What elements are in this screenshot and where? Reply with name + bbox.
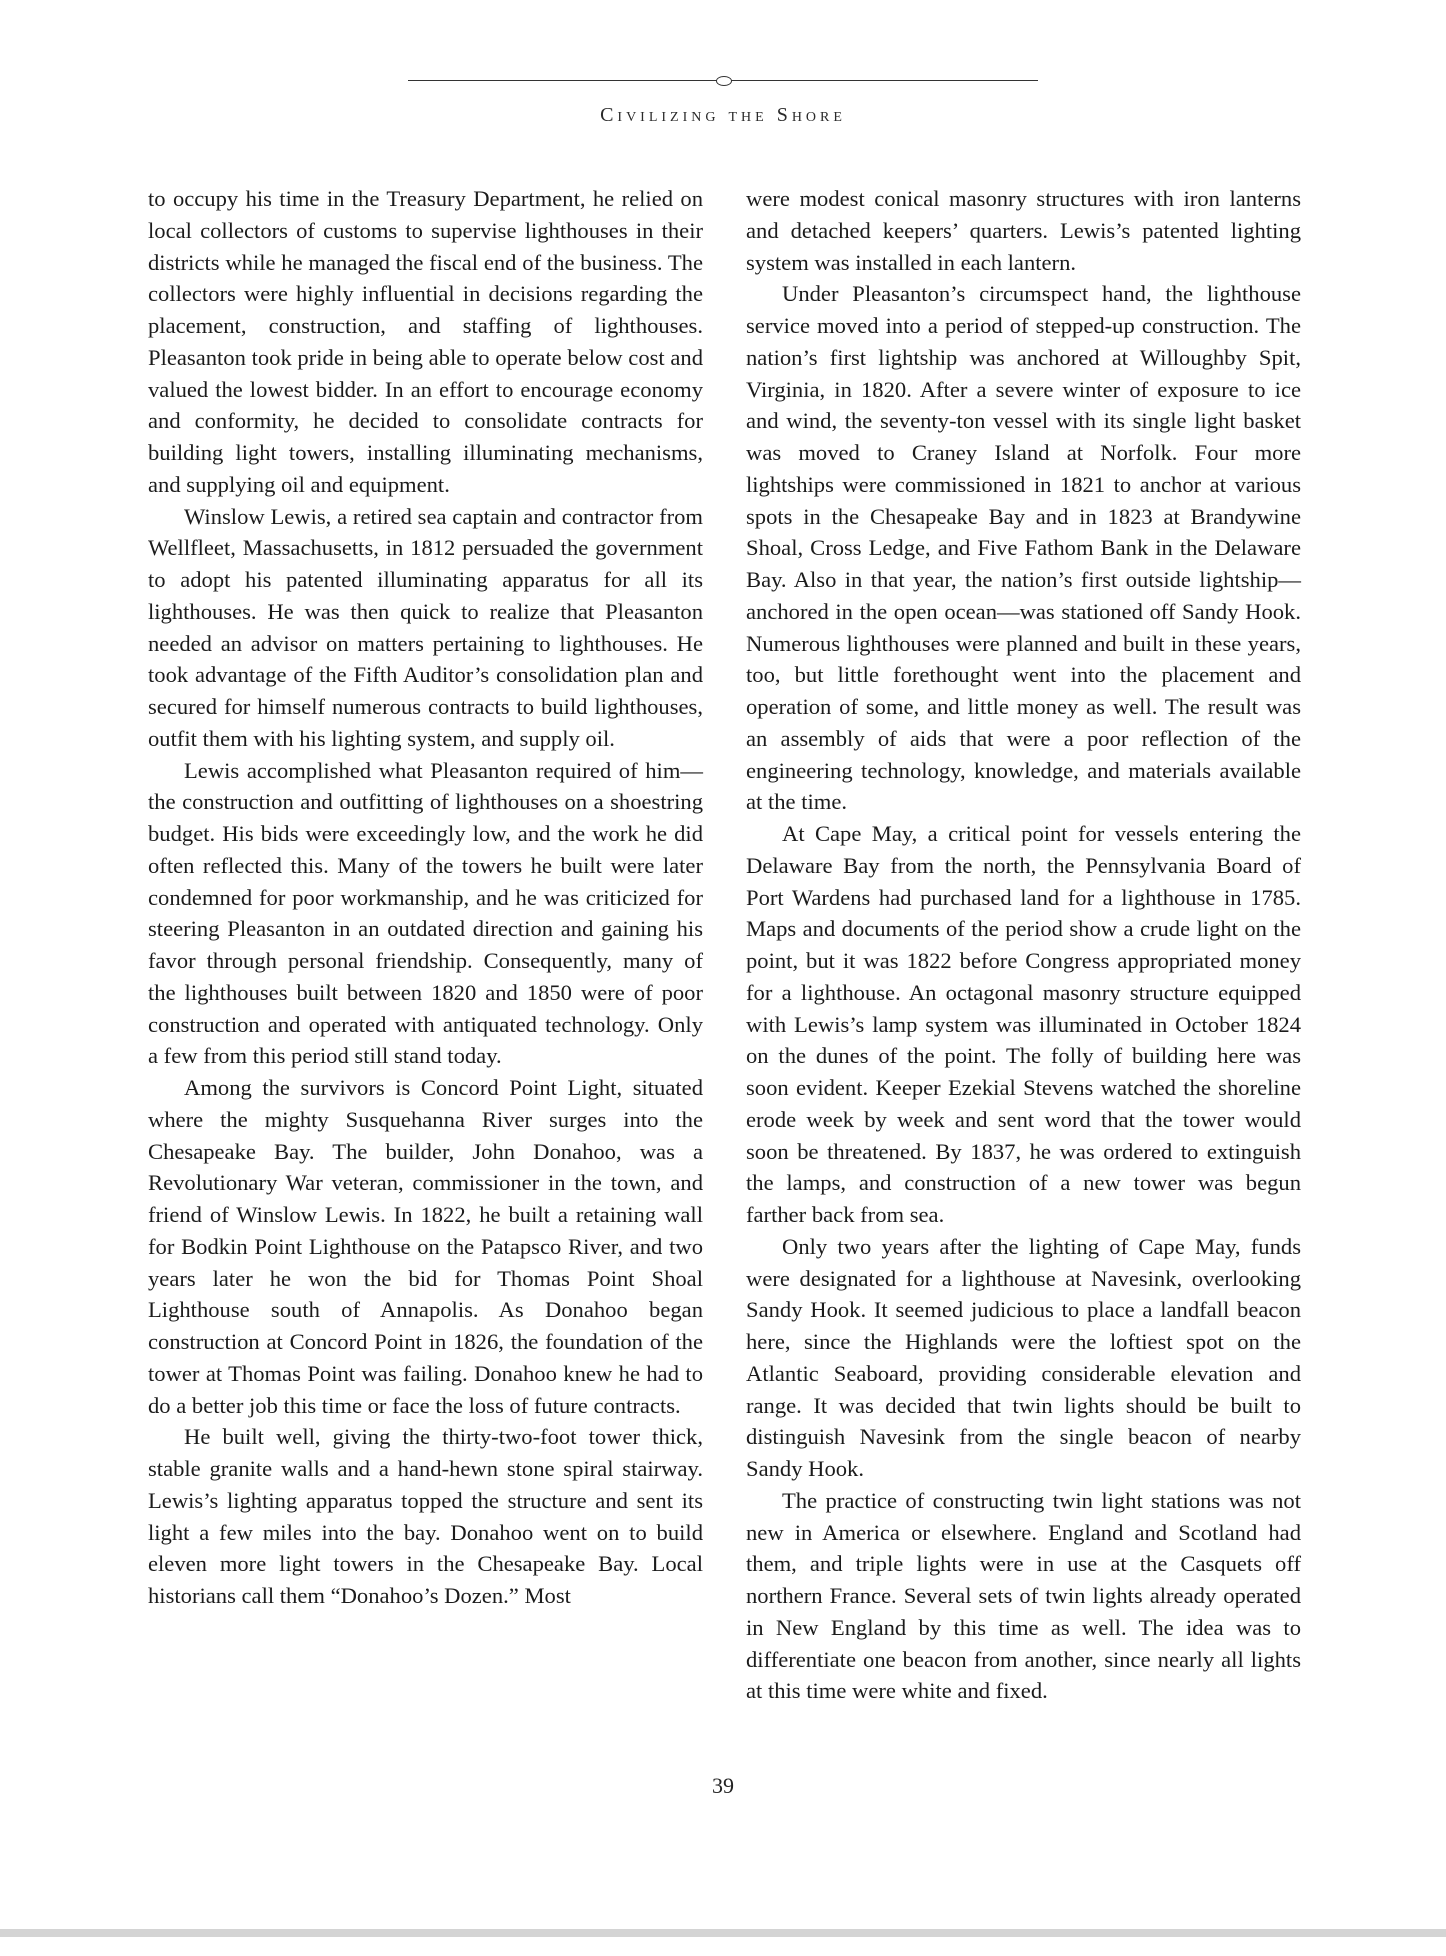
paragraph: The practice of constructing twin light stations was not new in America or elsewhere. England and Scotland had them, and triple lights were in use at the Casquets off northern France. Several sets of twin lights already operated in New England by this time as well. The idea was to differentiate one beacon from another, since nearly all lights at this time were white and fixed. [746, 1487, 1301, 1704]
paragraph: He built well, giving the thirty-two-foot tower thick, stable granite walls and a hand-hewn stone spiral stairway. Lewis’s lighting apparatus topped the structure and sent its light a few miles into the bay. Donahoo went on to build eleven more light towers in the Chesapeake Bay. Local historians call them “Donahoo’s Dozen.” Most [148, 1424, 703, 1608]
paragraph: were modest conical masonry structures with iron lanterns and detached keepers’ quarters. Lewis’s patented lighting system was installed in each lantern. [746, 186, 1301, 275]
paragraph: Among the survivors is Concord Point Light, situated where the mighty Susquehanna River surges into the Chesapeake Bay. The builder, John Donahoo, was a Revolutionary War veteran, commissioner in the town, and friend of Winslow Lewis. In 1822, he built a retaining wall for Bodkin Point Lighthouse on the Patapsco River, and two years later he won the bid for Thomas Point Shoal Lighthouse south of Annapolis. As Donahoo began construction at Concord Point in 1826, the foundation of the tower at Thomas Point was failing. Donahoo knew he had to do a better job this time or face the loss of future contracts. [148, 1075, 703, 1418]
header-ornament-icon [716, 76, 732, 86]
bottom-divider [0, 1929, 1446, 1937]
paragraph: At Cape May, a critical point for vessels entering the Delaware Bay from the north, the Pennsylvania Board of Port Wardens had purchased land for a lighthouse in 1785. Maps and documents of the period show a crude light on the point, but it was 1822 before Congress appropriated money for a lighthouse. An octagonal masonry structure equipped with Lewis’s lamp system was illuminated in October 1824 on the dunes of the point. The folly of building here was soon evident. Keeper Ezekial Stevens watched the shoreline erode week by week and sent word that the tower would soon be threatened. By 1837, he was ordered to extinguish the lamps, and construction of a new tower was begun farther back from sea. [746, 821, 1301, 1227]
paragraph: Winslow Lewis, a retired sea captain and contractor from Wellfleet, Massachusetts, in 1812 persuaded the government to adopt his patented illuminating apparatus for all its lighthouses. He was then quick to realize that Pleasanton needed an advisor on matters pertaining to lighthouses. He took advantage of the Fifth Auditor’s consolidation plan and secured for himself numerous contracts to build lighthouses, outfit them with his lighting system, and supply oil. [148, 503, 703, 751]
paragraph: to occupy his time in the Treasury Department, he relied on local collectors of customs to supervise lighthouses in their districts while he managed the fiscal end of the business. The collectors were highly influential in decisions regarding the placement, construction, and staffing of lighthouses. Pleasanton took pride in being able to operate below cost and valued the lowest bidder. In an effort to encourage economy and conformity, he decided to consolidate contracts for building light towers, installing illuminating mechanisms, and supplying oil and equipment. [148, 186, 703, 497]
paragraph: Under Pleasanton’s circumspect hand, the lighthouse service moved into a period of stepped-up construction. The nation’s first lightship was anchored at Willoughby Spit, Virginia, in 1820. After a severe winter of exposure to ice and wind, the seventy-ton vessel with its single light basket was moved to Craney Island at Norfolk. Four more lightships were commissioned in 1821 to anchor at various spots in the Chesapeake Bay and in 1823 at Brandywine Shoal, Cross Ledge, and Five Fathom Bank in the Delaware Bay. Also in that year, the nation’s first outside lightship—anchored in the open ocean—was stationed off Sandy Hook. Numerous lighthouses were planned and built in these years, too, but little forethought went into the placement and operation of some, and little money as well. The result was an assembly of aids that were a poor reflection of the engineering technology, knowledge, and materials available at the time. [746, 281, 1301, 815]
paragraph: Lewis accomplished what Pleasanton required of him—the construction and outfitting of lighthouses on a shoestring budget. His bids were exceedingly low, and the work he did often reflected this. Many of the towers he built were later condemned for poor workmanship, and he was criticized for steering Pleasanton in an outdated direction and gaining his favor through personal friendship. Consequently, many of the lighthouses built between 1820 and 1850 were of poor construction and operated with antiquated technology. Only a few from this period still stand today. [148, 757, 703, 1069]
left-column [148, 183, 703, 1612]
right-column [746, 183, 1301, 1707]
running-head: Civilizing the Shore [600, 104, 846, 126]
paragraph: Only two years after the lighting of Cape May, funds were designated for a lighthouse at Navesink, overlooking Sandy Hook. It seemed judicious to place a landfall beacon here, since the Highlands were the loftiest spot on the Atlantic Seaboard, providing considerable elevation and range. It was decided that twin lights should be built to distinguish Navesink from the single beacon of nearby Sandy Hook. [746, 1233, 1301, 1481]
header-rule [408, 76, 1038, 86]
page-number: 39 [712, 1773, 734, 1798]
